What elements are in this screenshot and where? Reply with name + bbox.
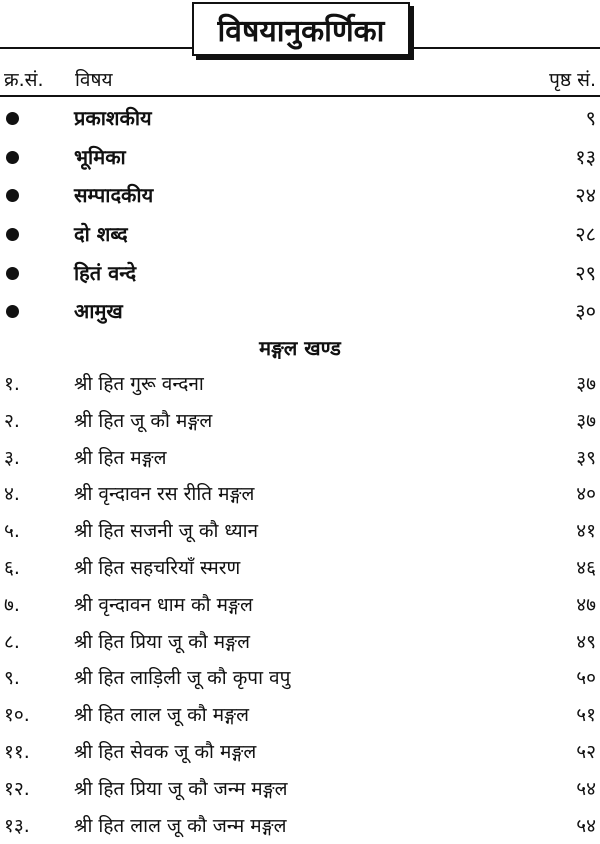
prelim-title: भूमिका bbox=[74, 144, 126, 169]
entry-number: ६. bbox=[4, 556, 20, 579]
entry-title: श्री हित लाड़िली जू कौ कृपा वपु bbox=[74, 667, 291, 690]
entry-number: ११. bbox=[4, 740, 30, 763]
bullet-icon bbox=[6, 267, 19, 280]
entry-number: ७. bbox=[4, 593, 20, 616]
entry-title: श्री हित सेवक जू कौ मङ्गल bbox=[74, 740, 257, 763]
entry-title: श्री हित मङ्गल bbox=[74, 446, 167, 469]
entry-title: श्री हित सजनी जू कौ ध्यान bbox=[74, 520, 259, 543]
entry-title: श्री हित लाल जू कौ जन्म मङ्गल bbox=[74, 814, 287, 837]
list-item bbox=[0, 476, 600, 513]
entry-title: श्री हित गुरू वन्दना bbox=[74, 373, 204, 395]
bullet-icon bbox=[6, 189, 19, 202]
entry-title: श्री हित जू कौ मङ्गल bbox=[74, 409, 213, 432]
list-item bbox=[0, 808, 600, 844]
entry-number: १. bbox=[4, 373, 20, 395]
prelim-title: प्रकाशकीय bbox=[74, 106, 152, 130]
entry-number: १२. bbox=[4, 777, 30, 800]
header-subject: विषय bbox=[75, 69, 113, 91]
entry-list bbox=[0, 366, 600, 844]
prelim-item bbox=[0, 214, 600, 253]
list-item bbox=[0, 403, 600, 440]
entry-page: ४७ bbox=[576, 593, 596, 616]
prelim-page: ३० bbox=[575, 299, 596, 324]
entry-title: श्री हित सहचरियाँ स्मरण bbox=[74, 556, 241, 579]
header-rule bbox=[0, 95, 600, 97]
header-page: पृष्ठ सं. bbox=[549, 69, 596, 91]
prelim-page: ९ bbox=[585, 106, 596, 130]
list-item bbox=[0, 440, 600, 477]
prelim-item bbox=[0, 137, 600, 176]
list-item bbox=[0, 771, 600, 808]
list-item bbox=[0, 734, 600, 771]
prelim-page: २९ bbox=[575, 260, 596, 285]
title-area bbox=[0, 0, 600, 66]
entry-page: ५४ bbox=[576, 814, 596, 837]
prelim-page: २८ bbox=[575, 222, 596, 247]
entry-number: १३. bbox=[4, 814, 30, 837]
section-heading: मङ्गल खण्ड bbox=[259, 336, 341, 360]
prelim-title: आमुख bbox=[74, 299, 123, 324]
entry-number: २. bbox=[4, 409, 20, 432]
prelim-item bbox=[0, 253, 600, 292]
prelim-page: १३ bbox=[575, 144, 596, 169]
list-item bbox=[0, 587, 600, 624]
entry-number: ९. bbox=[4, 667, 20, 690]
entry-page: ५२ bbox=[576, 740, 596, 763]
prelim-title: दो शब्द bbox=[74, 222, 128, 247]
entry-page: ४९ bbox=[576, 630, 596, 653]
list-item bbox=[0, 366, 600, 403]
entry-page: ५१ bbox=[576, 704, 596, 727]
entry-number: ४. bbox=[4, 483, 20, 506]
bullet-icon bbox=[6, 228, 19, 241]
bullet-icon bbox=[6, 151, 19, 164]
entry-page: ३९ bbox=[576, 446, 596, 469]
list-item bbox=[0, 697, 600, 734]
entry-title: श्री हित प्रिया जू कौ जन्म मङ्गल bbox=[74, 777, 288, 800]
column-header-row bbox=[0, 62, 600, 94]
prelim-title: हितं वन्दे bbox=[74, 260, 137, 285]
entry-title: श्री हित लाल जू कौ मङ्गल bbox=[74, 704, 249, 727]
prelim-page: २४ bbox=[575, 183, 596, 208]
prelim-item bbox=[0, 175, 600, 214]
entry-page: ४१ bbox=[576, 520, 596, 543]
entry-number: १०. bbox=[4, 704, 30, 727]
entry-page: ४० bbox=[576, 483, 596, 506]
bullet-icon bbox=[6, 112, 19, 125]
entry-title: श्री वृन्दावन धाम कौ मङ्गल bbox=[74, 593, 253, 616]
entry-number: ८. bbox=[4, 630, 20, 653]
entry-number: ३. bbox=[4, 446, 20, 469]
entry-page: ४६ bbox=[576, 556, 596, 579]
prelim-list bbox=[0, 98, 600, 330]
page-title: विषयानुकर्णिका bbox=[192, 2, 410, 56]
entry-number: ५. bbox=[4, 520, 20, 543]
prelim-title: सम्पादकीय bbox=[74, 183, 154, 208]
bullet-icon bbox=[6, 305, 19, 318]
prelim-item bbox=[0, 98, 600, 137]
list-item bbox=[0, 624, 600, 661]
list-item bbox=[0, 660, 600, 697]
entry-title: श्री वृन्दावन रस रीति मङ्गल bbox=[74, 483, 255, 506]
prelim-item bbox=[0, 291, 600, 330]
entry-page: ५० bbox=[576, 667, 596, 690]
list-item bbox=[0, 513, 600, 550]
list-item bbox=[0, 550, 600, 587]
entry-page: ५४ bbox=[576, 777, 596, 800]
entry-page: ३७ bbox=[576, 409, 596, 432]
entry-title: श्री हित प्रिया जू कौ मङ्गल bbox=[74, 630, 250, 653]
entry-page: ३७ bbox=[576, 373, 596, 395]
header-serial: क्र.सं. bbox=[4, 69, 44, 91]
